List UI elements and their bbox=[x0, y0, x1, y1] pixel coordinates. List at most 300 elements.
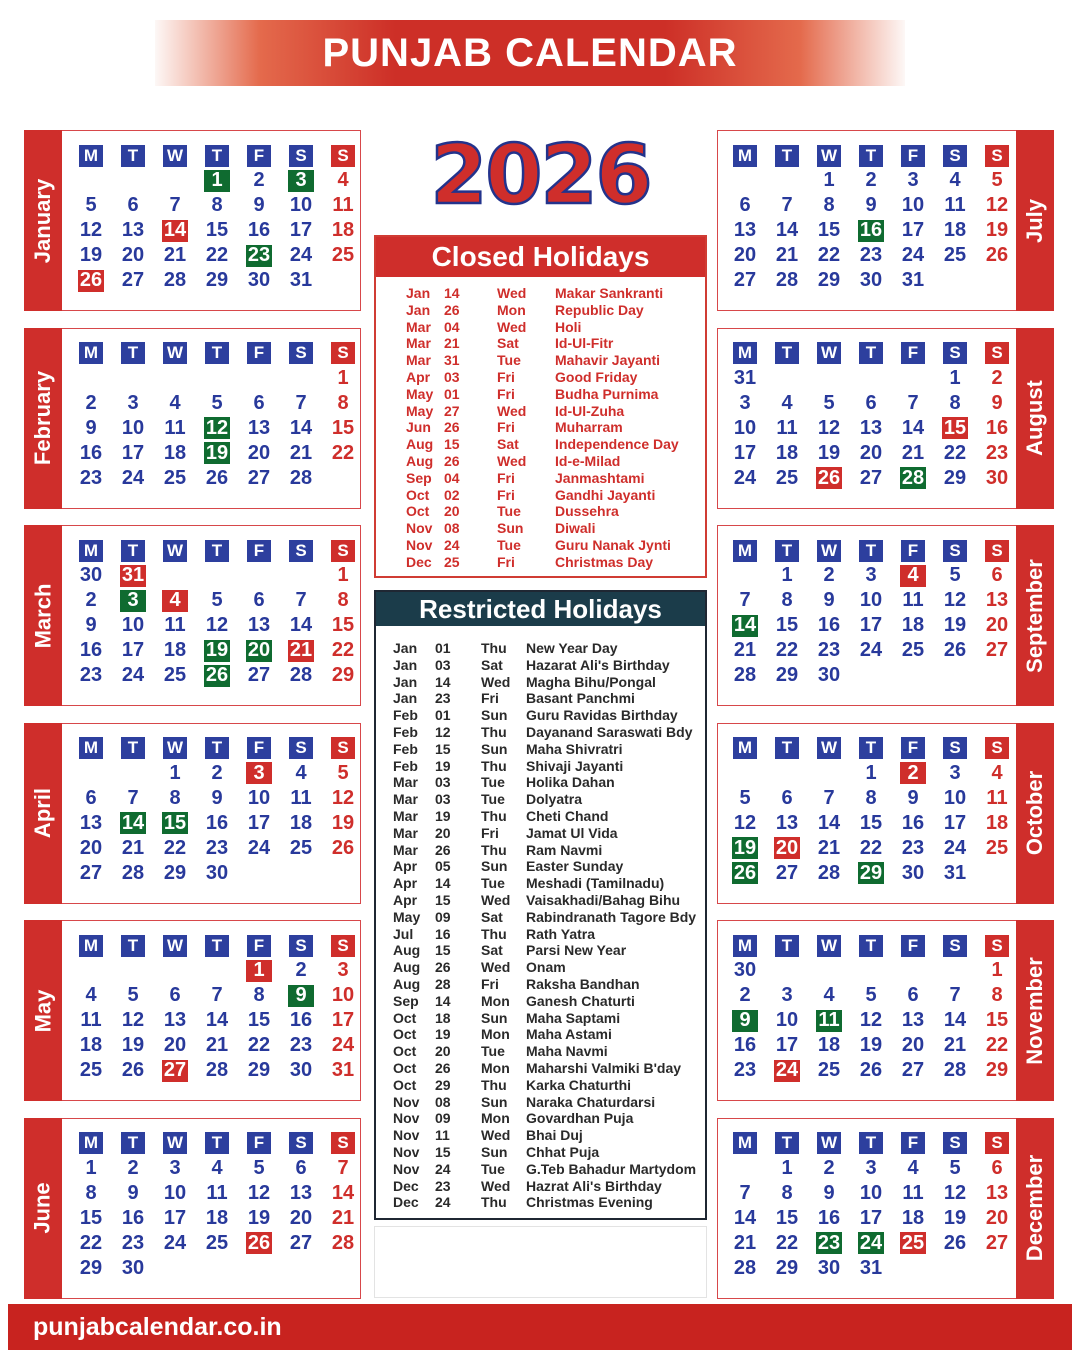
weekday-header bbox=[766, 736, 808, 761]
day-cell: 29 bbox=[331, 664, 355, 686]
day-cell: 9 bbox=[85, 416, 97, 439]
page-title: PUNJAB CALENDAR bbox=[322, 30, 738, 75]
day-cell: 1 bbox=[238, 958, 280, 983]
day-cell: 8 bbox=[169, 786, 181, 809]
day-cell: 12 bbox=[943, 589, 967, 611]
day-cell: 10 bbox=[859, 589, 883, 611]
restricted-holiday-row-date: 09 bbox=[435, 1110, 451, 1127]
day-cell: 15 bbox=[985, 1009, 1009, 1031]
day-cell: 11 bbox=[332, 194, 354, 216]
restricted-holiday-row-weekday: Wed bbox=[481, 673, 511, 690]
restricted-holiday-row-month: Apr bbox=[393, 875, 418, 892]
day-cell: 2 bbox=[295, 959, 307, 981]
weekday-header bbox=[112, 143, 154, 168]
restricted-holiday-row-name: Magha Bihu/Pongal bbox=[526, 673, 656, 690]
restricted-holiday-row-month: Jan bbox=[393, 656, 418, 673]
day-cell: 7 bbox=[739, 1181, 751, 1204]
day-cell: 28 bbox=[817, 861, 841, 884]
weekday-header bbox=[112, 341, 154, 366]
closed-holiday-row bbox=[406, 453, 705, 470]
restricted-holiday-row bbox=[393, 825, 705, 842]
day-cell: 7 bbox=[127, 786, 139, 809]
closed-holiday-row-weekday: Fri bbox=[497, 553, 515, 570]
restricted-holiday-row-month: Mar bbox=[393, 807, 418, 824]
closed-holiday-row-date: 25 bbox=[444, 553, 460, 570]
day-cell: 23 bbox=[733, 1059, 757, 1081]
day-cell: 14 bbox=[289, 614, 313, 636]
restricted-holiday-row-month: Nov bbox=[393, 1110, 420, 1127]
weekday-label: M bbox=[79, 935, 103, 957]
weekday-label: F bbox=[901, 935, 925, 957]
weekday-label: S bbox=[289, 342, 313, 364]
day-cell: 22 bbox=[163, 836, 187, 859]
restricted-holiday-row-month: May bbox=[393, 908, 421, 925]
closed-holiday-row-weekday: Fri bbox=[497, 419, 515, 436]
day-cell: 14 bbox=[205, 1009, 229, 1031]
weekday-header bbox=[808, 538, 850, 563]
day-cell: 7 bbox=[739, 589, 751, 611]
weekday-label: W bbox=[817, 342, 841, 364]
weekday-label: S bbox=[943, 145, 967, 167]
weekday-label: S bbox=[985, 342, 1009, 364]
weekday-header bbox=[766, 933, 808, 958]
weekday-header bbox=[976, 1131, 1018, 1156]
day-cell: 26 bbox=[331, 836, 355, 859]
weekday-header bbox=[808, 933, 850, 958]
day-cell: 10 bbox=[331, 984, 355, 1006]
day-cell: 23 bbox=[205, 836, 229, 859]
day-cell: 30 bbox=[121, 1256, 145, 1279]
closed-holiday-row bbox=[406, 285, 705, 302]
month-grid bbox=[70, 341, 364, 491]
weekday-header bbox=[112, 1131, 154, 1156]
day-cell: 5 bbox=[211, 589, 223, 611]
day-cell: 19 bbox=[331, 811, 355, 834]
day-cell: 2 bbox=[823, 564, 835, 586]
day-cell: 29 bbox=[775, 1256, 799, 1279]
month-december bbox=[717, 1118, 1054, 1299]
restricted-holiday-row bbox=[393, 1194, 705, 1211]
weekday-label: F bbox=[247, 342, 271, 364]
day-cell: 16 bbox=[817, 614, 841, 636]
day-cell: 3 bbox=[112, 588, 154, 613]
day-cell: 30 bbox=[289, 1059, 313, 1081]
day-cell: 3 bbox=[865, 1156, 877, 1179]
weekday-label: W bbox=[163, 935, 187, 957]
closed-holiday-row-name: Dussehra bbox=[555, 503, 619, 520]
day-cell: 6 bbox=[169, 984, 181, 1006]
day-cell: 22 bbox=[79, 1231, 103, 1254]
day-cell: 16 bbox=[121, 1206, 145, 1229]
day-cell: 14 bbox=[943, 1009, 967, 1031]
day-cell: 17 bbox=[775, 1034, 799, 1056]
weekday-header bbox=[934, 341, 976, 366]
weekday-header bbox=[154, 143, 196, 168]
month-grid bbox=[724, 933, 1018, 1083]
weekday-label: S bbox=[331, 1132, 355, 1154]
closed-holiday-row bbox=[406, 487, 705, 504]
footer-url[interactable]: punjabcalendar.co.in bbox=[33, 1312, 282, 1341]
day-cell: 25 bbox=[985, 836, 1009, 859]
day-cell: 1 bbox=[169, 761, 181, 784]
restricted-holiday-row-name: Maha Navmi bbox=[526, 1043, 608, 1060]
weekday-label: S bbox=[943, 935, 967, 957]
day-cell: 19 bbox=[733, 836, 757, 859]
day-cell: 26 bbox=[859, 1059, 883, 1081]
closed-holiday-row-name: Republic Day bbox=[555, 301, 644, 318]
day-cell: 4 bbox=[892, 563, 934, 588]
weekday-header bbox=[892, 143, 934, 168]
day-cell: 12 bbox=[205, 614, 229, 636]
restricted-holiday-row-name: G.Teb Bahadur Martydom bbox=[526, 1160, 697, 1177]
day-cell: 26 bbox=[733, 861, 757, 884]
day-cell: 16 bbox=[289, 1009, 313, 1031]
restricted-holiday-row bbox=[393, 707, 705, 724]
closed-holiday-row-date: 02 bbox=[444, 486, 460, 503]
weekday-label: T bbox=[205, 540, 229, 562]
restricted-holiday-row bbox=[393, 1077, 705, 1094]
day-cell: 15 bbox=[775, 614, 799, 636]
closed-holiday-row-name: Diwali bbox=[555, 520, 596, 537]
day-cell: 2 bbox=[85, 391, 97, 414]
day-cell: 30 bbox=[79, 564, 103, 586]
weekday-header bbox=[70, 933, 112, 958]
day-cell: 18 bbox=[79, 1034, 103, 1056]
weekday-header bbox=[850, 143, 892, 168]
weekday-label: T bbox=[205, 342, 229, 364]
month-grid bbox=[724, 341, 1018, 491]
day-cell: 23 bbox=[817, 639, 841, 661]
restricted-holiday-row-name: Naraka Chaturdarsi bbox=[526, 1093, 656, 1110]
restricted-holiday-row-name: Shivaji Jayanti bbox=[526, 757, 624, 774]
weekday-label: W bbox=[163, 1132, 187, 1154]
restricted-holiday-row bbox=[393, 909, 705, 926]
weekday-label: T bbox=[205, 737, 229, 759]
day-cell: 24 bbox=[901, 244, 925, 266]
day-cell: 4 bbox=[295, 761, 307, 784]
weekday-header bbox=[934, 538, 976, 563]
weekday-label: T bbox=[121, 540, 145, 562]
restricted-holiday-row-month: Dec bbox=[393, 1177, 419, 1194]
day-cell: 27 bbox=[859, 466, 883, 489]
day-cell: 7 bbox=[337, 1156, 349, 1179]
day-cell: 22 bbox=[985, 1034, 1009, 1056]
restricted-holiday-row-weekday: Thu bbox=[481, 723, 507, 740]
day-cell: 15 bbox=[247, 1009, 271, 1031]
restricted-holiday-row bbox=[393, 1161, 705, 1178]
day-cell: 21 bbox=[289, 639, 313, 661]
day-cell: 15 bbox=[331, 614, 355, 636]
day-cell: 7 bbox=[295, 589, 307, 611]
weekday-label: W bbox=[817, 1132, 841, 1154]
restricted-holiday-row bbox=[393, 724, 705, 741]
closed-holiday-row-month: Nov bbox=[406, 536, 433, 553]
day-cell: 10 bbox=[121, 416, 145, 439]
month-grid bbox=[70, 143, 364, 293]
day-cell: 14 bbox=[163, 219, 187, 241]
day-cell: 6 bbox=[85, 786, 97, 809]
month-july bbox=[717, 130, 1054, 311]
restricted-holiday-row-name: Dayanand Saraswati Bdy bbox=[526, 723, 693, 740]
closed-holiday-row-date: 14 bbox=[444, 285, 460, 301]
day-cell: 20 bbox=[775, 836, 799, 859]
closed-holiday-row-name: Janmashtami bbox=[555, 469, 645, 486]
day-cell: 25 bbox=[163, 664, 187, 686]
closed-holiday-row-weekday: Sun bbox=[497, 520, 524, 537]
day-cell: 9 bbox=[724, 1008, 766, 1033]
weekday-label: S bbox=[289, 145, 313, 167]
weekday-header bbox=[934, 933, 976, 958]
weekday-label: F bbox=[901, 1132, 925, 1154]
weekday-header bbox=[766, 341, 808, 366]
day-cell: 9 bbox=[991, 391, 1003, 414]
weekday-label: W bbox=[817, 737, 841, 759]
month-tab bbox=[24, 130, 62, 311]
day-cell: 15 bbox=[79, 1206, 103, 1229]
month-tab bbox=[1016, 525, 1054, 706]
day-cell: 25 bbox=[775, 466, 799, 489]
closed-holiday-row-name: Independence Day bbox=[555, 436, 679, 453]
day-cell: 25 bbox=[901, 1231, 925, 1254]
restricted-holiday-row-weekday: Fri bbox=[481, 824, 499, 841]
weekday-header bbox=[238, 538, 280, 563]
month-tab bbox=[24, 1118, 62, 1299]
restricted-holiday-row-month: Aug bbox=[393, 975, 421, 992]
day-cell: 12 bbox=[985, 194, 1009, 216]
day-cell: 21 bbox=[901, 441, 925, 464]
day-cell: 19 bbox=[943, 614, 967, 636]
day-cell: 19 bbox=[247, 1206, 271, 1229]
restricted-holiday-row-name: Easter Sunday bbox=[526, 858, 624, 875]
weekday-label: M bbox=[733, 540, 757, 562]
restricted-holiday-row-name: Basant Panchmi bbox=[526, 690, 635, 707]
day-cell: 2 bbox=[211, 761, 223, 784]
weekday-label: S bbox=[331, 145, 355, 167]
day-cell: 1 bbox=[337, 564, 349, 586]
restricted-holiday-row-name: Onam bbox=[526, 959, 566, 976]
restricted-holiday-row-month: Oct bbox=[393, 1009, 417, 1026]
closed-holiday-row-month: Aug bbox=[406, 436, 434, 453]
restricted-holiday-row-date: 05 bbox=[435, 858, 451, 875]
restricted-holiday-row-date: 19 bbox=[435, 807, 451, 824]
day-cell: 16 bbox=[733, 1034, 757, 1056]
day-cell: 21 bbox=[289, 441, 313, 464]
restricted-holiday-row-date: 03 bbox=[435, 791, 451, 808]
restricted-holiday-row-month: Sep bbox=[393, 992, 419, 1009]
weekday-label: T bbox=[121, 1132, 145, 1154]
restricted-holiday-row-month: Feb bbox=[393, 723, 418, 740]
day-cell: 9 bbox=[253, 194, 265, 216]
day-cell: 27 bbox=[121, 269, 145, 291]
weekday-label: T bbox=[121, 737, 145, 759]
weekday-label: T bbox=[859, 342, 883, 364]
day-cell: 11 bbox=[808, 1008, 850, 1033]
day-cell: 22 bbox=[859, 836, 883, 859]
closed-holiday-row-name: Guru Nanak Jynti bbox=[555, 536, 671, 553]
day-cell: 6 bbox=[253, 391, 265, 414]
restricted-holiday-row-weekday: Fri bbox=[481, 690, 499, 707]
restricted-holiday-row-weekday: Sun bbox=[481, 1093, 508, 1110]
closed-holiday-row-date: 26 bbox=[444, 419, 460, 436]
day-cell: 26 bbox=[205, 466, 229, 489]
closed-holiday-row-date: 15 bbox=[444, 436, 460, 453]
day-cell: 18 bbox=[985, 811, 1009, 834]
weekday-label: F bbox=[901, 737, 925, 759]
day-cell: 8 bbox=[211, 194, 223, 216]
weekday-header bbox=[724, 538, 766, 563]
day-cell: 29 bbox=[247, 1059, 271, 1081]
day-cell: 16 bbox=[985, 416, 1009, 439]
weekday-header bbox=[322, 143, 364, 168]
day-cell: 17 bbox=[859, 1206, 883, 1229]
closed-holiday-row-date: 31 bbox=[444, 352, 460, 369]
day-cell: 22 bbox=[775, 639, 799, 661]
weekday-header bbox=[808, 143, 850, 168]
weekday-header bbox=[892, 1131, 934, 1156]
weekday-header bbox=[70, 341, 112, 366]
weekday-label: T bbox=[859, 737, 883, 759]
restricted-holiday-row-month: Mar bbox=[393, 791, 418, 808]
weekday-label: T bbox=[775, 342, 799, 364]
day-cell: 27 bbox=[901, 1059, 925, 1081]
day-cell: 28 bbox=[943, 1059, 967, 1081]
restricted-holiday-row-date: 26 bbox=[435, 1059, 451, 1076]
closed-holiday-row-weekday: Wed bbox=[497, 402, 527, 419]
day-cell: 21 bbox=[121, 836, 145, 859]
day-cell: 5 bbox=[949, 1156, 961, 1179]
day-cell: 10 bbox=[733, 416, 757, 439]
day-cell: 8 bbox=[337, 589, 349, 611]
restricted-holiday-row-weekday: Tue bbox=[481, 1043, 505, 1060]
day-cell: 8 bbox=[781, 1181, 793, 1204]
day-cell: 29 bbox=[163, 861, 187, 884]
day-cell: 17 bbox=[121, 639, 145, 661]
restricted-holiday-row-weekday: Tue bbox=[481, 774, 505, 791]
weekday-header bbox=[850, 341, 892, 366]
day-cell: 30 bbox=[205, 861, 229, 884]
day-cell: 23 bbox=[79, 664, 103, 686]
restricted-holiday-row bbox=[393, 1026, 705, 1043]
restricted-holiday-row bbox=[393, 926, 705, 943]
closed-holiday-row bbox=[406, 335, 705, 352]
weekday-header bbox=[850, 1131, 892, 1156]
day-cell: 6 bbox=[253, 589, 265, 611]
day-cell: 27 bbox=[79, 861, 103, 884]
restricted-holiday-row-date: 24 bbox=[435, 1194, 451, 1211]
day-cell: 2 bbox=[823, 1156, 835, 1179]
day-cell: 26 bbox=[205, 664, 229, 686]
day-cell: 16 bbox=[79, 639, 103, 661]
day-cell: 20 bbox=[289, 1206, 313, 1229]
day-cell: 29 bbox=[205, 269, 229, 291]
month-tab bbox=[1016, 723, 1054, 904]
restricted-holiday-row-month: Mar bbox=[393, 824, 418, 841]
day-cell: 29 bbox=[985, 1059, 1009, 1081]
day-cell: 9 bbox=[127, 1181, 139, 1204]
weekday-header bbox=[766, 538, 808, 563]
restricted-holiday-row-date: 16 bbox=[435, 925, 451, 942]
restricted-holiday-row-weekday: Wed bbox=[481, 959, 511, 976]
weekday-label: S bbox=[289, 935, 313, 957]
day-cell: 16 bbox=[247, 219, 271, 241]
day-cell: 13 bbox=[289, 1181, 313, 1204]
day-cell: 13 bbox=[79, 811, 103, 834]
day-cell: 17 bbox=[901, 219, 925, 241]
day-cell: 1 bbox=[781, 1156, 793, 1179]
closed-holiday-row bbox=[406, 386, 705, 403]
day-cell: 26 bbox=[79, 269, 103, 291]
closed-holiday-row-name: Muharram bbox=[555, 419, 623, 436]
day-cell: 5 bbox=[991, 169, 1003, 191]
day-cell: 24 bbox=[247, 836, 271, 859]
day-cell: 8 bbox=[865, 786, 877, 809]
weekday-header bbox=[196, 538, 238, 563]
closed-holiday-row-weekday: Tue bbox=[497, 503, 521, 520]
weekday-header bbox=[976, 538, 1018, 563]
day-cell: 13 bbox=[985, 589, 1009, 611]
month-name: November bbox=[1022, 956, 1047, 1065]
month-may bbox=[24, 920, 361, 1101]
closed-holiday-row-month: Mar bbox=[406, 352, 431, 369]
day-cell: 4 bbox=[949, 169, 961, 191]
day-cell: 26 bbox=[817, 466, 841, 489]
restricted-holiday-row-date: 01 bbox=[435, 707, 451, 724]
restricted-holiday-row-date: 12 bbox=[435, 723, 451, 740]
weekday-label: S bbox=[289, 540, 313, 562]
restricted-holiday-row-weekday: Thu bbox=[481, 925, 507, 942]
day-cell: 11 bbox=[902, 1181, 924, 1204]
weekday-header bbox=[154, 538, 196, 563]
restricted-holidays-title: Restricted Holidays bbox=[376, 592, 705, 626]
day-cell: 24 bbox=[121, 466, 145, 489]
restricted-holiday-row-month: Jan bbox=[393, 690, 418, 707]
month-grid bbox=[724, 538, 1018, 688]
restricted-holidays-panel bbox=[374, 590, 707, 1220]
day-cell: 4 bbox=[781, 391, 793, 414]
weekday-header bbox=[70, 736, 112, 761]
day-cell: 3 bbox=[781, 984, 793, 1006]
day-cell: 3 bbox=[127, 391, 139, 414]
weekday-label: W bbox=[163, 342, 187, 364]
restricted-holiday-row-weekday: Wed bbox=[481, 1127, 511, 1144]
closed-holiday-row-month: Nov bbox=[406, 520, 433, 537]
weekday-label: S bbox=[289, 1132, 313, 1154]
weekday-header bbox=[280, 1131, 322, 1156]
weekday-header bbox=[280, 143, 322, 168]
day-cell: 3 bbox=[865, 564, 877, 586]
weekday-label: S bbox=[289, 737, 313, 759]
day-cell: 16 bbox=[817, 1206, 841, 1229]
weekday-label: S bbox=[985, 737, 1009, 759]
closed-holiday-row-date: 27 bbox=[444, 402, 460, 419]
restricted-holiday-row-month: Aug bbox=[393, 942, 421, 959]
weekday-header bbox=[154, 341, 196, 366]
weekday-label: F bbox=[901, 145, 925, 167]
restricted-holiday-row-name: Govardhan Puja bbox=[526, 1110, 634, 1127]
month-tab bbox=[1016, 130, 1054, 311]
restricted-holiday-row-date: 14 bbox=[435, 673, 451, 690]
restricted-holiday-row-name: Maha Astami bbox=[526, 1026, 612, 1043]
day-cell: 16 bbox=[205, 811, 229, 834]
month-name: October bbox=[1022, 770, 1048, 856]
weekday-header bbox=[196, 736, 238, 761]
restricted-holiday-row-date: 03 bbox=[435, 774, 451, 791]
restricted-holiday-row bbox=[393, 1010, 705, 1027]
restricted-holiday-row-name: Hazarat Ali's Birthday bbox=[526, 656, 670, 673]
weekday-header bbox=[892, 933, 934, 958]
closed-holiday-row-name: Good Friday bbox=[555, 368, 638, 385]
day-cell: 19 bbox=[205, 441, 229, 464]
